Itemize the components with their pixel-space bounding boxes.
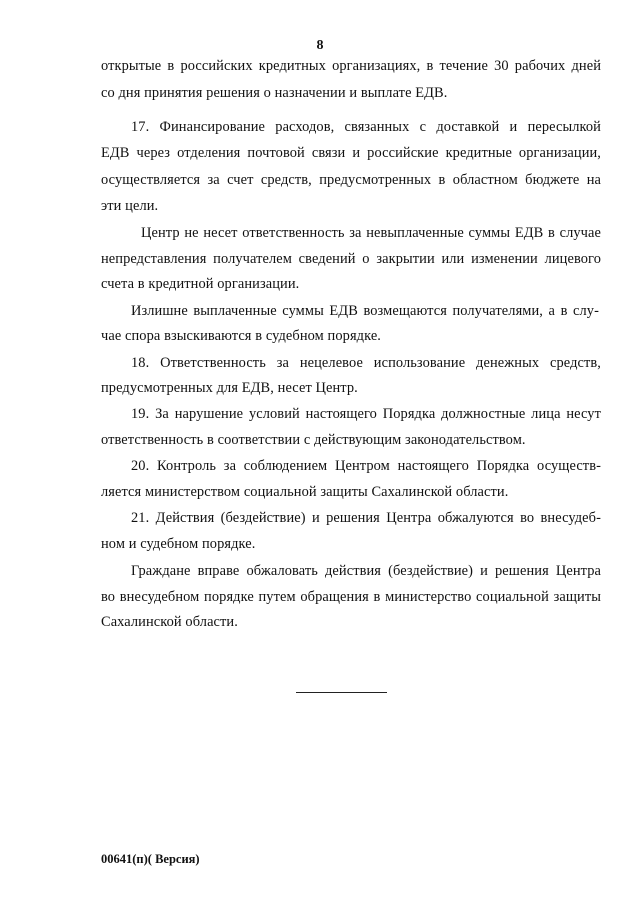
text-line: счета в кредитной организации. (101, 276, 300, 292)
text-line: ном и судебном порядке. (101, 536, 256, 552)
text-line: Граждане вправе обжаловать действия (бездействие) и решения Центра (131, 563, 601, 579)
footer-code: 00641(п)( Версия) (101, 852, 200, 866)
text-line: предусмотренных для ЕДВ, несет Центр. (101, 380, 358, 396)
text-line: открытые в российских кредитных организациях, в течение 30 рабочих дней (101, 58, 601, 74)
text-line: ляется министерством социальной защиты Сахалинской области. (101, 484, 509, 500)
text-line: ответственность в соответствии с действующим законодательством. (101, 432, 526, 448)
text-line: ЕДВ через отделения почтовой связи и российские кредитные организации, (101, 145, 601, 161)
page-number: 8 (316, 38, 324, 53)
text-line: со дня принятия решения о назначении и выплате ЕДВ. (101, 85, 448, 101)
text-line: непредставления получателем сведений о закрытии или изменении лицевого (101, 251, 601, 267)
text-line: 17. Финансирование расходов, связанных с доставкой и пересылкой (131, 119, 601, 135)
text-line: во внесудебном порядке путем обращения в министерство социальной защиты (101, 589, 601, 605)
text-line: 20. Контроль за соблюдением Центром настоящего Порядка осуществ- (131, 458, 601, 474)
text-line: 18. Ответственность за нецелевое использование денежных средств, (131, 355, 601, 371)
text-line: осуществляется за счет средств, предусмотренных в областном бюджете на (101, 172, 601, 188)
end-divider (296, 692, 387, 693)
text-line: Сахалинской области. (101, 614, 238, 630)
text-line: Излишне выплаченные суммы ЕДВ возмещаются получателями, а в слу- (131, 303, 599, 319)
text-line: эти цели. (101, 198, 159, 214)
text-line: Центр не несет ответственность за невыплаченные суммы ЕДВ в случае (141, 225, 601, 241)
text-line: чае спора взыскиваются в судебном порядке. (101, 328, 382, 344)
text-line: 19. За нарушение условий настоящего Порядка должностные лица несут (131, 406, 601, 422)
text-line: 21. Действия (бездействие) и решения Центра обжалуются во внесудеб- (131, 510, 601, 526)
